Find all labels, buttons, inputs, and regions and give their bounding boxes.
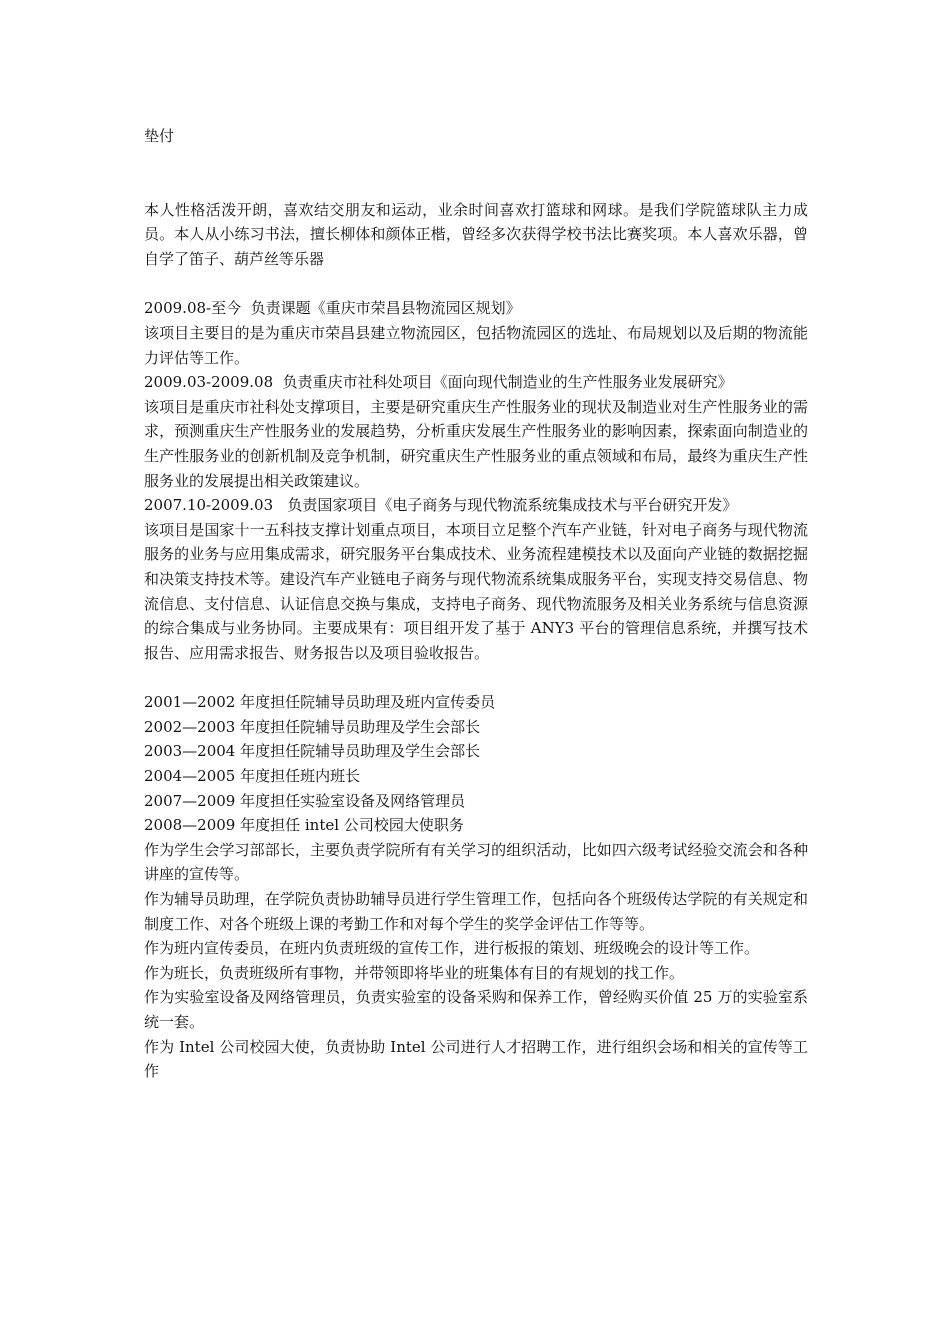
personal-intro: 本人性格活泼开朗，喜欢结交朋友和运动，业余时间喜欢打篮球和网球。是我们学院篮球队主力成员。本人从小练习书法，擅长柳体和颜体正楷，曾经多次获得学校书法比赛奖项。本人喜欢乐器，曾自学了笛子、葫芦丝等乐器 [144, 200, 808, 268]
document-heading: 垫付 [144, 127, 175, 145]
position-item: 2003—2004 年度担任院辅导员助理及学生会部长 [144, 742, 481, 761]
project-title: 2009.08-至今 负责课题《重庆市荣昌县物流园区规划》 [144, 299, 521, 318]
project-description: 该项目是重庆市社科处支撑项目，主要是研究重庆生产性服务业的现状及制造业对生产性服务业的需求，预测重庆生产性服务业的发展趋势，分析重庆发展生产性服务业的影响因素，探索面向制造业的生产性服务业的创新机制及竞争机制，研究重庆生产性服务业的重点领域和布局，最终为重庆生产性服务业的发展提出相关政策建议。 [144, 397, 808, 490]
document-body [144, 124, 808, 1084]
project-description: 该项目是国家十一五科技支撑计划重点项目，本项目立足整个汽车产业链，针对电子商务与现代物流服务的业务与应用集成需求，研究服务平台集成技术、业务流程建模技术以及面向产业链的数据挖掘和决策支持技术等。建设汽车产业链电子商务与现代物流系统集成服务平台，实现支持交易信息、物流信息、支付信息、认证信息交换与集成，支持电子商务、现代物流服务及相关业务系统与信息资源的综合集成与业务协同。主要成果有：项目组开发了基于 ANY3 平台的管理信息系统，并撰写技术报告、应用需求报告、财务报告以及项目验收报告。 [144, 520, 808, 662]
position-item: 2008—2009 年度担任 intel 公司校园大使职务 [144, 816, 464, 835]
project-title: 2007.10-2009.03 负责国家项目《电子商务与现代物流系统集成技术与平台研究开发》 [144, 496, 738, 515]
position-item: 2001—2002 年度担任院辅导员助理及班内宣传委员 [144, 693, 496, 712]
duty-item: 作为班长，负责班级所有事物，并带领即将毕业的班集体有目的有规划的找工作。 [144, 963, 685, 982]
position-item: 2004—2005 年度担任班内班长 [144, 767, 361, 786]
position-item: 2007—2009 年度担任实验室设备及网络管理员 [144, 791, 466, 810]
positions-section [144, 690, 808, 838]
duty-item: 作为辅导员助理，在学院负责协助辅导员进行学生管理工作，包括向各个班级传达学院的有关规定和制度工作、对各个班级上课的考勤工作和对每个学生的奖学金评估工作等等。 [144, 890, 808, 933]
project-title: 2009.03-2009.08 负责重庆市社科处项目《面向现代制造业的生产性服务业发展研究》 [144, 373, 733, 392]
position-item: 2002—2003 年度担任院辅导员助理及学生会部长 [144, 717, 481, 736]
duties-section [144, 838, 808, 1084]
project-description: 该项目主要目的是为重庆市荣昌县建立物流园区，包括物流园区的选址、布局规划以及后期的物流能力评估等工作。 [144, 323, 808, 367]
duty-item: 作为班内宣传委员，在班内负责班级的宣传工作，进行板报的策划、班级晚会的设计等工作。 [144, 939, 760, 958]
duty-item: 作为学生会学习部部长，主要负责学院所有有关学习的组织活动，比如四六级考试经验交流会和各种讲座的宣传等。 [144, 840, 808, 884]
duty-item: 作为 Intel 公司校园大使，负责协助 Intel 公司进行人才招聘工作，进行组织会场和相关的宣传等工作 [144, 1037, 808, 1081]
projects-section [144, 296, 808, 665]
duty-item: 作为实验室设备及网络管理员，负责实验室的设备采购和保养工作，曾经购买价值 25 万的实验室系统一套。 [144, 988, 808, 1031]
